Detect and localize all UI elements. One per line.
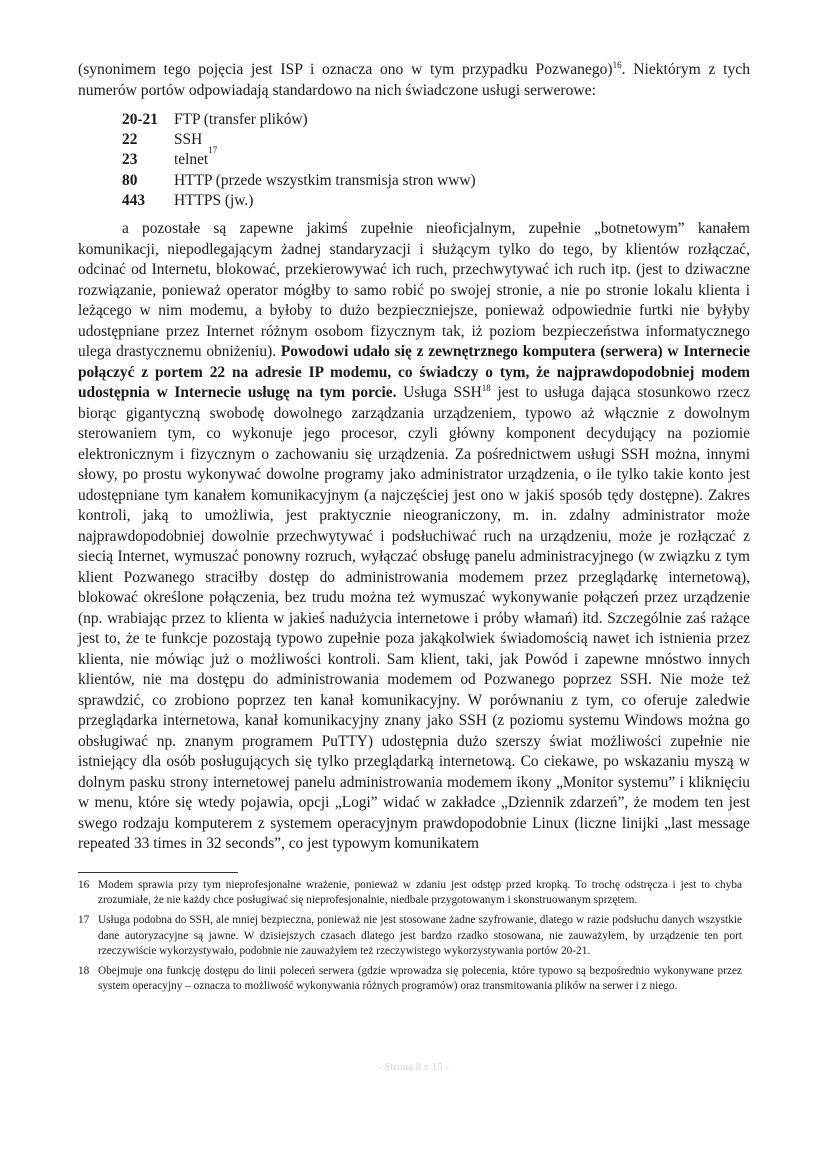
port-number: 80: [122, 171, 138, 189]
bold-statement: Powodowi udało się z zewnętrznego komputera (serwera) w Internecie połączyć z portem 22 na adresie IP modemu, co świadczy o tym, że najprawdopodobniej modem udostępnia w Internecie usługę na tym porcie.: [78, 343, 750, 402]
intro-text-2: . Niektórym z tych numerów portów odpowiadają standardowo na nich świadczone usługi serwerowe:: [78, 61, 750, 99]
intro-text-1: (synonimem tego pojęcia jest ISP i oznacza ono w tym przypadku Pozwanego): [78, 61, 613, 78]
footnote-divider: [78, 872, 238, 873]
port-description: FTP (transfer plików): [174, 111, 308, 128]
intro-paragraph: [78, 60, 750, 101]
body-text-1: a pozostałe są zapewne jakimś zupełnie nieoficjalnym, zupełnie „botnetowym” kanałem komunikacji, niepodlegającym żadnej standaryzacji i służącym tylko do tego, by klientów rozłączać, odcinać od Internetu, blokować, przekierowywać ich ruch, przechwytywać ich ruch itp. (jest to dziwaczne rozwiązanie, ponieważ operator mógłby to samo robić po swojej stronie, a nie po stronie lokalu klienta i leżącego w nim modemu, a byłoby to dużo bezpieczniejsze, ponieważ odpowiednie furtki nie byłyby udostępniane przez Internet różnym osobom fizycznym tak, iż poziom bezpieczeństwa informatycznego ulega drastycznemu obniżeniu).: [78, 220, 750, 361]
footnote-ref-18[interactable]: 18: [481, 382, 491, 393]
port-description: telnet: [174, 151, 209, 169]
footnote-number: 16: [78, 879, 90, 891]
footnote-number: 18: [78, 965, 90, 978]
port-row: [122, 110, 750, 130]
port-number: 443: [122, 191, 146, 209]
port-row: [122, 191, 750, 211]
body-text-2b: jest to usługa dająca stosunkowo rzecz biorąc gigantyczną swobodę dowolnego zarządzania urządzeniem, typowo aż włącznie z dowolnym sterowaniem tym, co wykonuje jego procesor, czyli główny komponent decydujący na poziomie elektronicznym i fizycznym o zachowaniu się urządzenia. Za pośrednictwem usługi SSH można, innymi słowy, po prostu wykonywać dowolne programy jako administrator urządzenia, o ile tylko takie konto jest udostępniane tym kanałem komunikacyjnym (a najczęściej jest ono w jakiś sposób tędy dostępne). Zakres kontroli, jaką to umożliwia, jest praktycznie nieograniczony, m. in. zdalny administrator może najprawdopodobniej dowolnie przechwytywać i podsłuchiwać ruch na urządzeniu, może je rozłączać z siecią Internet, wymuszać ponowny rozruch, wyłączać obsługę panelu administracyjnego (w związku z tym klient Pozwanego straciłby dostęp do administrowania modemem przez przeglądarkę internetową), blokować określone połączenia, bez trudu można też wymuszać wykonywanie połączeń przez urządzenie (np. wrabiając przez to klienta w jakieś nadużycia internetowe i próby włamań) itd. Szczególnie zaś rażące jest to, że te funkcje pozostają typowo zupełnie poza jakąkolwiek świadomością nawet ich istnienia przez klienta, nie mówiąc już o możliwości kontroli. Sam klient, taki, jak Powód i zapewne mnóstwo innych klientów, nie ma dostępu do administrowania modemem od Pozwanego poprzez SSH. Nie może też sprawdzić, co zrobiono poprzez ten kanał komunikacyjny. W porównaniu z tym, co oferuje zaledwie przeglądarka internetowa, kanał komunikacyjny znany jako SSH (z poziomu systemu Windows można go obsługiwać np. znanym programem PuTTY) udostępnia dużo szerszy świat możliwości zupełnie nie istniejący dla osób posługujących się tylko przeglądarką internetową. Co ciekawe, po wskazaniu myszą w dolnym pasku strony internetowej panelu administrowania modemem ikony „Monitor systemu” i kliknięciu w menu, które się wtedy pojawia, opcji „Logi” widać w zakładce „Dziennik zdarzeń”, że modem ten jest swego rodzaju komputerem z systemem operacyjnym prawdopodobnie Linux (liczne linijki „last message repeated 33 times in 32 seconds”, co jest typowym komunikatem: [78, 384, 750, 853]
footnote-17: [78, 913, 742, 959]
port-description: SSH: [174, 131, 203, 149]
port-number: 22: [122, 131, 138, 149]
main-paragraph: [78, 219, 750, 855]
footnote-ref-17[interactable]: 17: [208, 145, 218, 156]
port-number: 20-21: [122, 111, 158, 128]
footnote-16: [78, 878, 742, 908]
body-text-2a: Usługa SSH: [403, 384, 482, 402]
port-row: [122, 171, 750, 191]
document-page: [78, 60, 750, 855]
port-row: [122, 145, 750, 170]
footnote-text: Obejmuje ona funkcję dostępu do linii poleceń serwera (gdzie wprowadza się polecenia, które typowo są bezpośrednio wykonywane przez system operacyjny – oznacza to możliwość wykonywania różnych programów) oraz transmitowania plików na serwer i z niego.: [98, 965, 742, 993]
footnote-18: [78, 964, 742, 994]
port-description: HTTPS (jw.): [174, 191, 254, 209]
port-description: HTTP (przede wszystkim transmisja stron www): [174, 171, 476, 189]
page-number: - Strona 8 z 15 -: [377, 1061, 450, 1073]
port-list: [122, 110, 750, 211]
footnote-text: Usługa podobna do SSH, ale mniej bezpieczna, ponieważ nie jest stosowane żadne szyfrowanie, dlatego w razie podsłuchu danych wszystkie dane autoryzacyjne są jawne. W dzisiejszych czasach dlatego jest bardzo rzadko stosowana, nie zauważyłem, by urządzenie ten port rzeczywiście wykorzystywało, podobnie nie zauważyłem też rzeczywistego wykorzystywania portów 20-21.: [98, 914, 742, 957]
port-number: 23: [122, 151, 138, 169]
footnote-text: Modem sprawia przy tym nieprofesjonalne wrażenie, ponieważ w zdaniu jest odstęp przed kropką. To trochę odstręcza i jest to chyba zrozumiałe, że nie każdy chce posługiwać się nieprofesjonalnie, niedbale przygotowanym i skonstruowanym sprzętem.: [98, 879, 742, 907]
footnote-ref-16[interactable]: 16: [612, 59, 622, 70]
footnote-number: 17: [78, 914, 90, 927]
footnotes-section: [78, 872, 742, 999]
